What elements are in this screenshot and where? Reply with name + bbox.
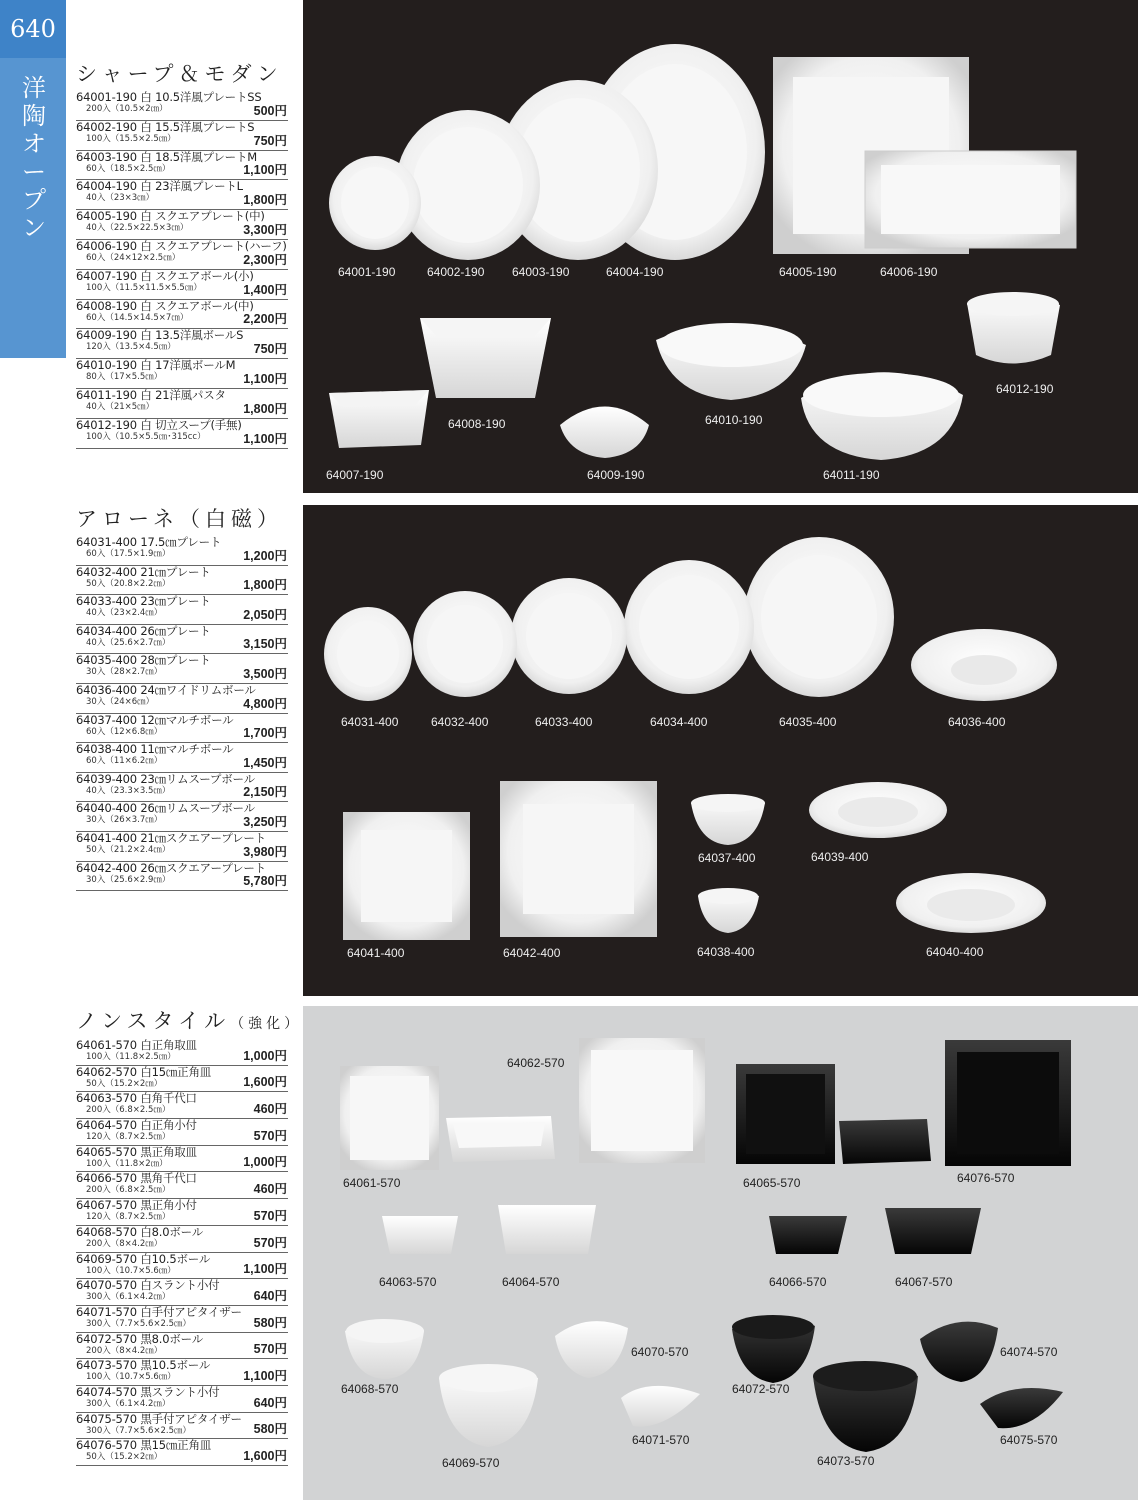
product-name: 64012-190 白 切立スープ(手無) (76, 417, 242, 432)
section-title-nonstyle: ノンスタイル（強化） (76, 1009, 303, 1033)
product-label: 64003-190 (512, 265, 570, 279)
product-label: 64042-400 (503, 946, 561, 960)
price-list-item (76, 1172, 288, 1199)
price-list-item (76, 1039, 288, 1066)
product-name: 64034-400 26㎝プレート (76, 623, 211, 638)
product-label: 64039-400 (811, 850, 869, 864)
product-spec: 100入（11.5×11.5×5.5㎝） (86, 282, 202, 293)
product-price: 1,000円 (243, 1048, 287, 1063)
product-label: 64068-570 (341, 1382, 399, 1396)
product-name: 64041-400 21㎝スクエアープレート (76, 830, 266, 845)
product-name: 64006-190 白 スクエアプレート(ハーフ) (76, 238, 287, 253)
product-name: 64072-570 黒8.0ボール (76, 1331, 203, 1346)
product-spec: 300入（6.1×4.2㎝） (86, 1398, 171, 1409)
price-list-item (76, 743, 288, 773)
tableware-illustration (303, 505, 1138, 996)
product-label: 64032-400 (431, 715, 489, 729)
product-name: 64075-570 黒手付アピタイザー (76, 1411, 242, 1426)
product-label: 64009-190 (587, 468, 645, 482)
price-list-item (76, 684, 288, 714)
price-list-item (76, 773, 288, 803)
product-name: 64033-400 23㎝プレート (76, 594, 211, 609)
product-price: 640円 (253, 1395, 287, 1410)
product-label: 64074-570 (1000, 1345, 1058, 1359)
price-list-item (76, 1092, 288, 1119)
price-list-item (76, 389, 288, 419)
product-price: 570円 (253, 1128, 287, 1143)
product-spec: 100入（15.5×2.5㎝） (86, 133, 176, 144)
product-price: 750円 (253, 342, 287, 357)
product-label: 64069-570 (442, 1456, 500, 1470)
product-spec: 50入（15.2×2㎝） (86, 1452, 163, 1463)
product-price: 2,200円 (243, 312, 287, 327)
price-list-item (76, 1146, 288, 1173)
product-spec: 30入（25.6×2.9㎝） (86, 874, 171, 885)
price-list-item (76, 1199, 288, 1226)
price-list-item (76, 121, 288, 151)
product-label: 64010-190 (705, 413, 763, 427)
product-label: 64006-190 (880, 265, 938, 279)
product-price: 750円 (253, 133, 287, 148)
section-title-arrone: アローネ（白磁） (76, 507, 283, 531)
product-price: 640円 (253, 1288, 287, 1303)
price-list-item (76, 1439, 288, 1466)
price-list-item (76, 566, 288, 596)
product-name: 64032-400 21㎝プレート (76, 564, 211, 579)
product-name: 64036-400 24㎝ワイドリムボール (76, 682, 256, 697)
product-name: 64069-570 白10.5ボール (76, 1251, 211, 1266)
price-list-item (76, 802, 288, 832)
product-photo-panel-arrone (303, 505, 1138, 996)
product-name: 64067-570 黒正角小付 (76, 1198, 197, 1213)
price-list-item (76, 1333, 288, 1360)
product-label: 64007-190 (326, 468, 384, 482)
product-price: 3,300円 (243, 222, 287, 237)
price-list-arrone (76, 536, 288, 891)
product-name: 64042-400 26㎝スクエアープレート (76, 860, 266, 875)
price-list-item (76, 595, 288, 625)
product-label: 64070-570 (631, 1345, 689, 1359)
product-price: 1,700円 (243, 726, 287, 741)
product-spec: 50入（21.2×2.4㎝） (86, 844, 171, 855)
price-list-item (76, 832, 288, 862)
product-label: 64031-400 (341, 715, 399, 729)
product-spec: 100入（10.5×5.5㎝･315cc） (86, 431, 206, 442)
product-spec: 50入（15.2×2㎝） (86, 1078, 163, 1089)
category-side-tab (0, 58, 66, 358)
product-label: 64012-190 (996, 382, 1054, 396)
price-list-item (76, 1279, 288, 1306)
product-label: 64062-570 (507, 1056, 565, 1070)
product-spec: 300入（7.7×5.6×2.5㎝） (86, 1318, 192, 1329)
price-list-item (76, 1386, 288, 1413)
price-list-sharp-modern (76, 91, 288, 449)
product-spec: 100入（10.7×5.6㎝） (86, 1372, 176, 1383)
product-name: 64011-190 白 21洋風パスタ (76, 387, 226, 402)
product-price: 1,800円 (243, 401, 287, 416)
product-price: 1,800円 (243, 578, 287, 593)
product-label: 64008-190 (448, 417, 506, 431)
product-price: 1,100円 (243, 431, 287, 446)
product-spec: 200入（8×4.2㎝） (86, 1345, 163, 1356)
product-price: 2,150円 (243, 785, 287, 800)
product-label: 64002-190 (427, 265, 485, 279)
product-spec: 40入（23×3㎝） (86, 193, 155, 204)
product-spec: 60入（24×12×2.5㎝） (86, 252, 181, 263)
product-name: 64070-570 白スラント小付 (76, 1278, 220, 1293)
product-photo-panel-sharp-modern (303, 0, 1138, 493)
product-label: 64061-570 (343, 1176, 401, 1190)
product-price: 2,050円 (243, 607, 287, 622)
product-price: 460円 (253, 1182, 287, 1197)
product-name: 64065-570 黒正角取皿 (76, 1144, 197, 1159)
price-list-item (76, 1306, 288, 1333)
product-spec: 30入（24×6㎝） (86, 696, 155, 707)
product-spec: 30入（26×3.7㎝） (86, 815, 163, 826)
product-name: 64035-400 28㎝プレート (76, 653, 211, 668)
product-price: 570円 (253, 1235, 287, 1250)
product-name: 64074-570 黒スラント小付 (76, 1384, 220, 1399)
product-name: 64068-570 白8.0ボール (76, 1224, 203, 1239)
product-price: 1,400円 (243, 282, 287, 297)
product-spec: 40入（23.3×3.5㎝） (86, 785, 171, 796)
product-spec: 300入（7.7×5.6×2.5㎝） (86, 1425, 192, 1436)
product-name: 64007-190 白 スクエアボール(小) (76, 268, 254, 283)
product-price: 1,100円 (243, 371, 287, 386)
product-name: 64037-400 12㎝マルチボール (76, 712, 234, 727)
product-label: 64064-570 (502, 1275, 560, 1289)
price-list-item (76, 329, 288, 359)
product-spec: 120入（8.7×2.5㎝） (86, 1212, 171, 1223)
product-spec: 100入（11.8×2.5㎝） (86, 1052, 176, 1062)
product-photo-panel-nonstyle (303, 1006, 1138, 1500)
section-title-sharp-modern: シャープ＆モダン (76, 62, 283, 86)
product-name: 64002-190 白 15.5洋風プレートS (76, 119, 255, 134)
price-list-item (76, 359, 288, 389)
product-name: 64039-400 23㎝リムスープボール (76, 771, 255, 786)
price-list-item (76, 1119, 288, 1146)
price-list-item (76, 210, 288, 240)
product-name: 64066-570 黒角千代口 (76, 1171, 197, 1186)
product-name: 64071-570 白手付アピタイザー (76, 1304, 242, 1319)
tableware-illustration (303, 1006, 1138, 1500)
product-name: 64061-570 白正角取皿 (76, 1038, 197, 1052)
product-price: 580円 (253, 1422, 287, 1437)
price-list-item (76, 91, 288, 121)
product-spec: 60入（17.5×1.9㎝） (86, 549, 171, 559)
price-list-item (76, 1253, 288, 1280)
product-name: 64073-570 黒10.5ボール (76, 1358, 211, 1373)
product-price: 3,250円 (243, 814, 287, 829)
product-name: 64076-570 黒15㎝正角皿 (76, 1438, 212, 1453)
product-name: 64010-190 白 17洋風ボールM (76, 358, 236, 373)
product-price: 570円 (253, 1342, 287, 1357)
price-list-nonstyle (76, 1039, 288, 1466)
product-price: 3,500円 (243, 666, 287, 681)
price-list-item (76, 240, 288, 270)
product-name: 64009-190 白 13.5洋風ボールS (76, 328, 244, 343)
product-label: 64071-570 (632, 1433, 690, 1447)
price-list-item (76, 1359, 288, 1386)
page-number: 640 (0, 0, 66, 58)
product-spec: 200入（6.8×2.5㎝） (86, 1185, 171, 1196)
price-list-item (76, 862, 288, 892)
product-label: 64066-570 (769, 1275, 827, 1289)
product-price: 1,450円 (243, 755, 287, 770)
product-label: 64040-400 (926, 945, 984, 959)
product-spec: 40入（23×2.4㎝） (86, 608, 163, 619)
product-spec: 300入（6.1×4.2㎝） (86, 1292, 171, 1303)
product-label: 64035-400 (779, 715, 837, 729)
price-list-item (76, 625, 288, 655)
product-name: 64062-570 白15㎝正角皿 (76, 1064, 212, 1079)
product-label: 64037-400 (698, 851, 756, 865)
product-price: 570円 (253, 1208, 287, 1223)
product-spec: 60入（14.5×14.5×7㎝） (86, 312, 189, 323)
price-list-item (76, 270, 288, 300)
product-label: 64063-570 (379, 1275, 437, 1289)
product-name: 64040-400 26㎝リムスープボール (76, 801, 255, 816)
product-spec: 50入（20.8×2.2㎝） (86, 578, 171, 589)
product-spec: 30入（28×2.7㎝） (86, 667, 163, 678)
price-list-item (76, 1413, 288, 1440)
price-list-item (76, 1226, 288, 1253)
price-list-item (76, 151, 288, 181)
price-list-item (76, 714, 288, 744)
category-side-tab-label: 洋陶オープン (22, 74, 46, 242)
product-name: 64004-190 白 23洋風プレートL (76, 179, 243, 194)
product-spec: 200入（10.5×2㎝） (86, 104, 168, 114)
product-label: 64067-570 (895, 1275, 953, 1289)
product-name: 64064-570 白正角小付 (76, 1118, 197, 1133)
product-price: 5,780円 (243, 874, 287, 889)
product-name: 64003-190 白 18.5洋風プレートM (76, 149, 257, 164)
product-label: 64033-400 (535, 715, 593, 729)
price-list-item (76, 654, 288, 684)
product-label: 64004-190 (606, 265, 664, 279)
product-label: 64005-190 (779, 265, 837, 279)
product-price: 580円 (253, 1315, 287, 1330)
product-price: 1,100円 (243, 1262, 287, 1277)
price-list-item (76, 1066, 288, 1093)
product-spec: 40入（25.6×2.7㎝） (86, 637, 171, 648)
product-price: 2,300円 (243, 252, 287, 267)
product-spec: 60入（11×6.2㎝） (86, 756, 163, 767)
product-price: 1,100円 (243, 1368, 287, 1383)
product-price: 3,150円 (243, 637, 287, 652)
product-price: 3,980円 (243, 844, 287, 859)
product-price: 1,600円 (243, 1075, 287, 1090)
product-name: 64038-400 11㎝マルチボール (76, 742, 234, 757)
product-name: 64031-400 17.5㎝プレート (76, 535, 222, 549)
product-label: 64041-400 (347, 946, 405, 960)
product-name: 64001-190 白 10.5洋風プレートSS (76, 90, 262, 104)
product-label: 64034-400 (650, 715, 708, 729)
product-label: 64038-400 (697, 945, 755, 959)
price-list-item (76, 536, 288, 566)
product-label: 64036-400 (948, 715, 1006, 729)
product-label: 64076-570 (957, 1171, 1015, 1185)
product-label: 64065-570 (743, 1176, 801, 1190)
product-price: 4,800円 (243, 696, 287, 711)
product-name: 64008-190 白 スクエアボール(中) (76, 298, 254, 313)
product-spec: 120入（13.5×4.5㎝） (86, 342, 176, 353)
product-label: 64011-190 (823, 468, 880, 482)
product-label: 64075-570 (1000, 1433, 1058, 1447)
product-spec: 100入（10.7×5.6㎝） (86, 1265, 176, 1276)
product-spec: 200入（6.8×2.5㎝） (86, 1105, 171, 1116)
price-list-item (76, 300, 288, 330)
product-label: 64073-570 (817, 1454, 875, 1468)
product-name: 64005-190 白 スクエアプレート(中) (76, 209, 265, 224)
product-price: 1,800円 (243, 193, 287, 208)
price-list-item (76, 180, 288, 210)
product-price: 1,200円 (243, 548, 287, 563)
product-price: 460円 (253, 1102, 287, 1117)
product-label: 64072-570 (732, 1382, 790, 1396)
product-spec: 40入（21×5㎝） (86, 401, 155, 412)
product-price: 1,100円 (243, 163, 287, 178)
product-price: 1,000円 (243, 1155, 287, 1170)
product-spec: 80入（17×5.5㎝） (86, 372, 163, 383)
product-price: 500円 (253, 103, 287, 118)
product-spec: 200入（8×4.2㎝） (86, 1238, 163, 1249)
product-spec: 60入（18.5×2.5㎝） (86, 163, 171, 174)
product-spec: 40入（22.5×22.5×3㎝） (86, 223, 189, 234)
product-spec: 100入（11.8×2㎝） (86, 1158, 168, 1169)
product-name: 64063-570 白角千代口 (76, 1091, 197, 1106)
product-label: 64001-190 (338, 265, 396, 279)
product-price: 1,600円 (243, 1449, 287, 1463)
price-list-item (76, 419, 288, 449)
product-spec: 60入（12×6.8㎝） (86, 726, 163, 737)
product-spec: 120入（8.7×2.5㎝） (86, 1132, 171, 1143)
